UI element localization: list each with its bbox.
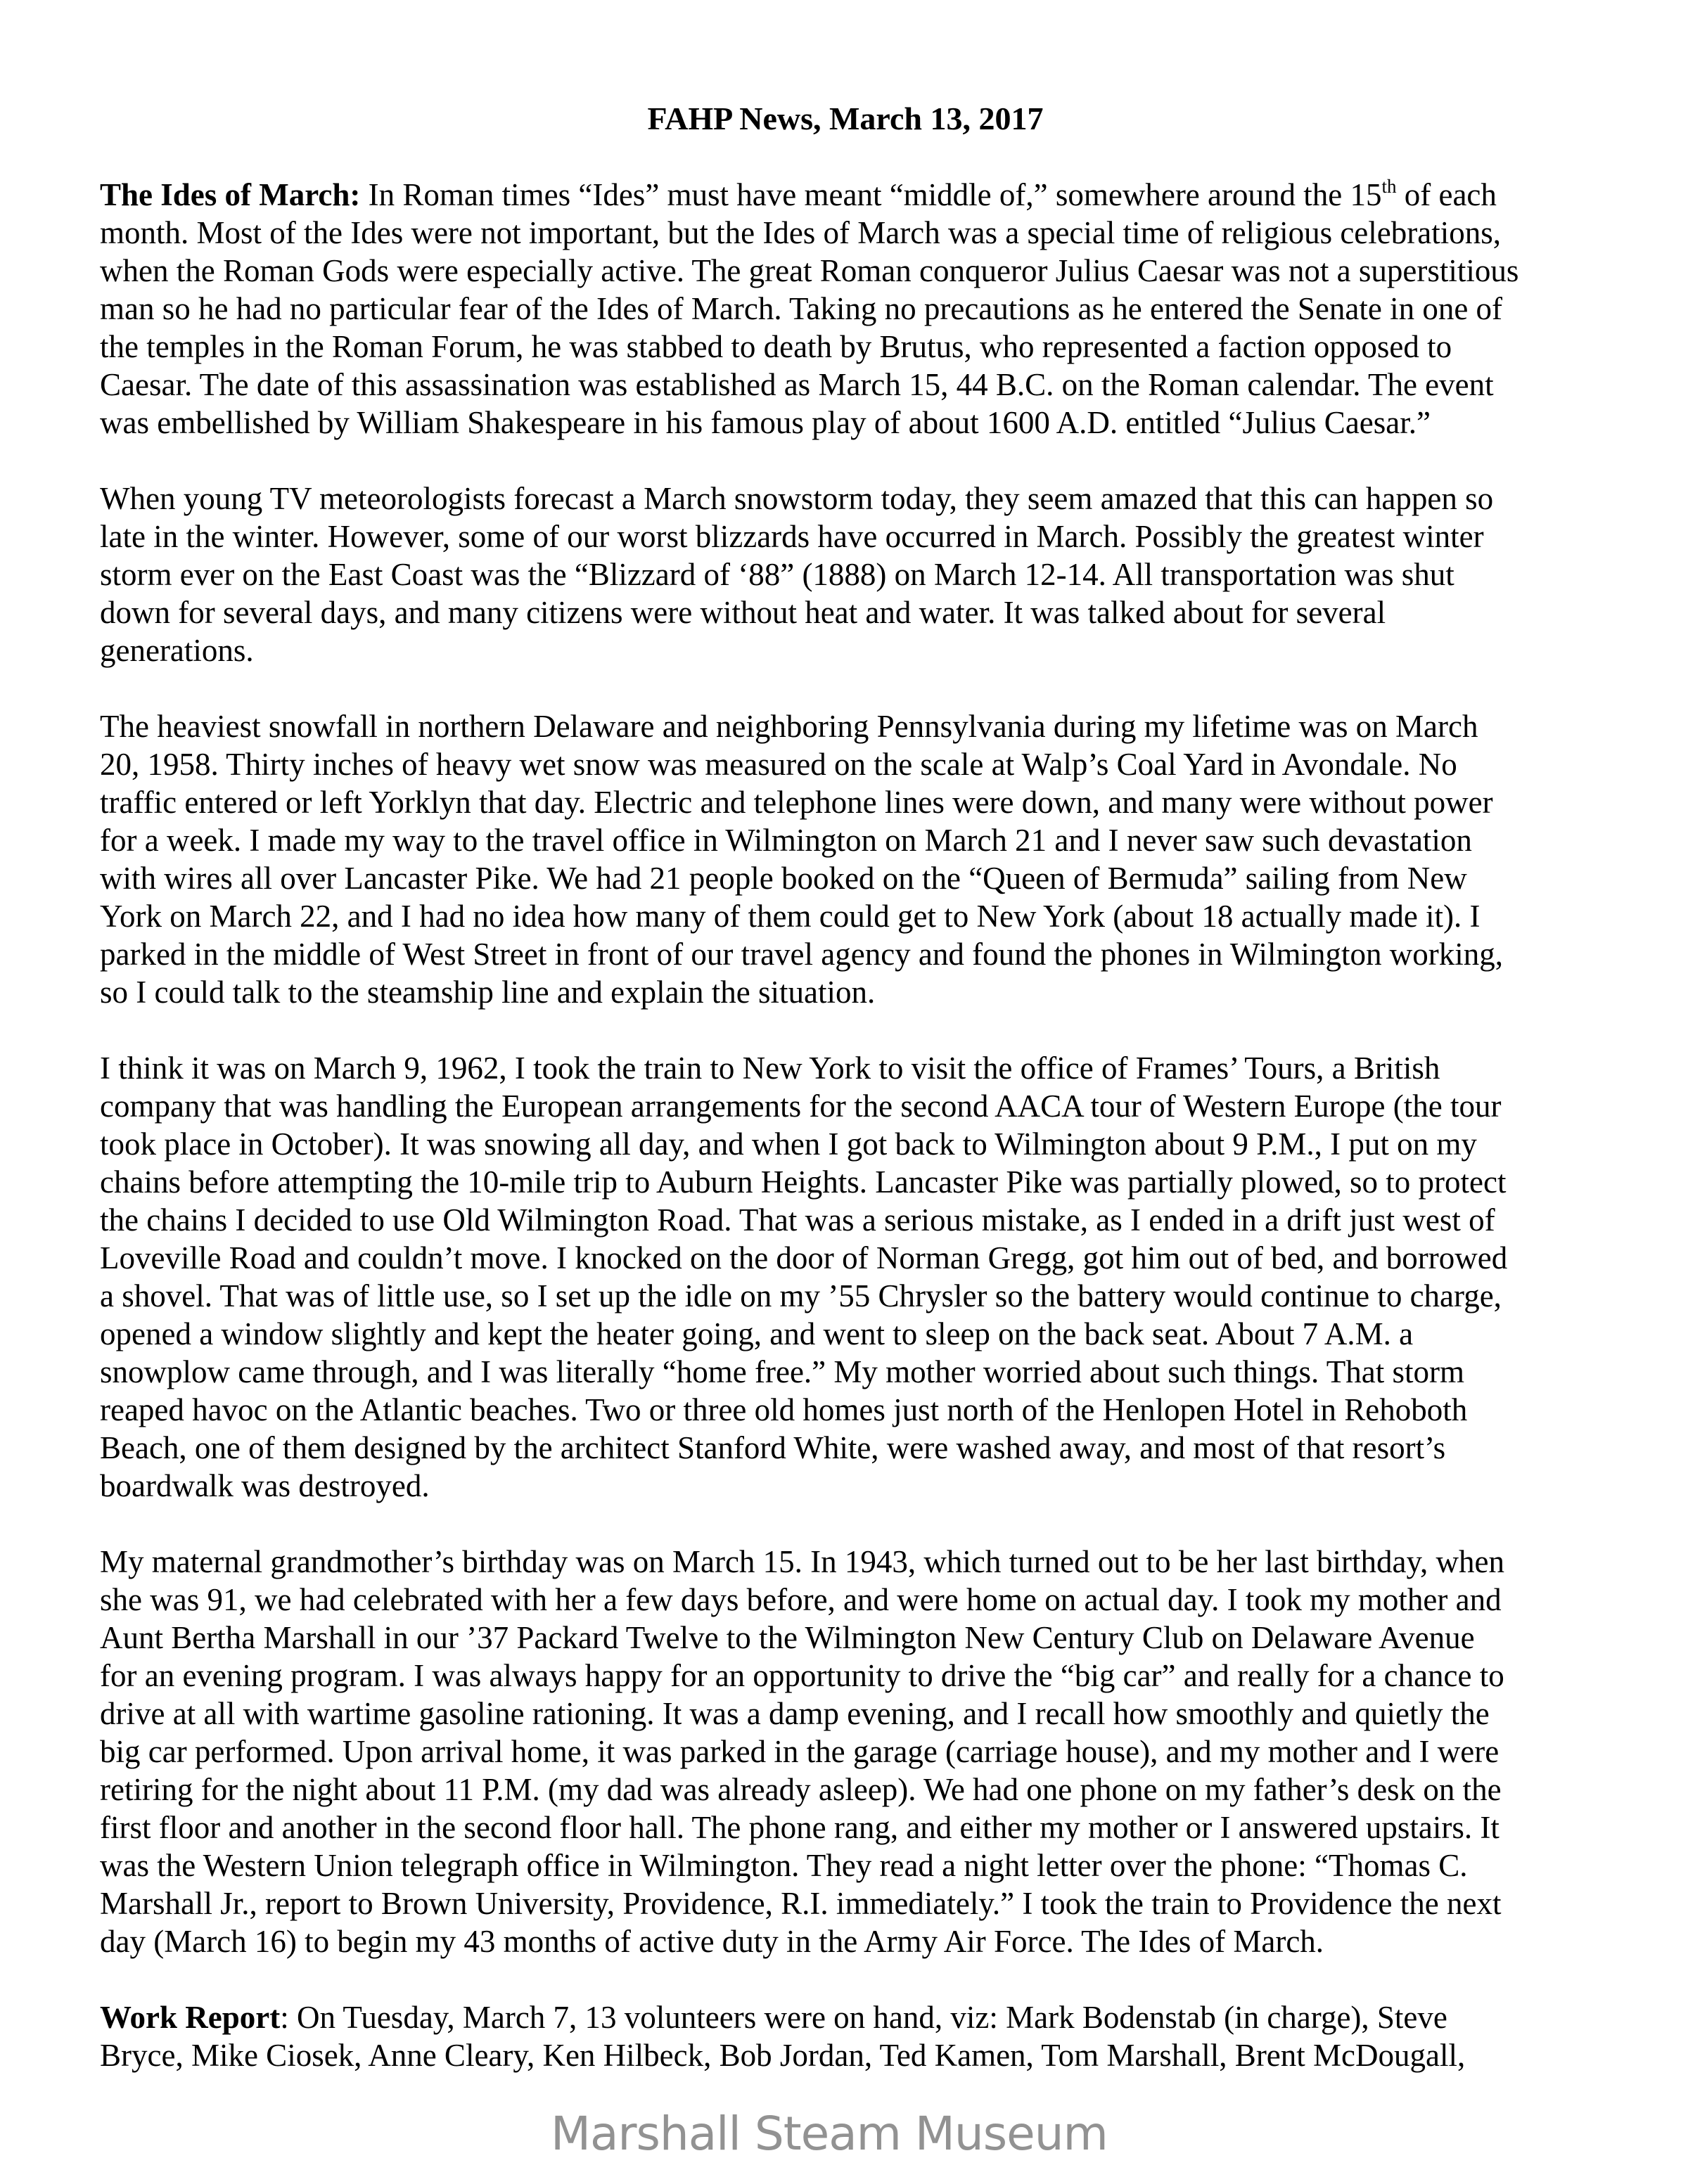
text-line: so I could talk to the steamship line and explain the situation. — [100, 975, 876, 1010]
text-line: Marshall Jr., report to Brown University, Providence, R.I. immediately.” I took the train to Providence the next — [100, 1886, 1502, 1921]
text-line: down for several days, and many citizens were without heat and water. It was talked about for several — [100, 595, 1386, 630]
text-line: was embellished by William Shakespeare in his famous play of about 1600 A.D. entitled “Julius Caesar.” — [100, 405, 1431, 440]
paragraph-storm-1962 — [100, 1049, 1598, 1505]
text-line: the temples in the Roman Forum, he was stabbed to death by Brutus, who represented a faction opposed to — [100, 329, 1452, 364]
text-line: I think it was on March 9, 1962, I took the train to New York to visit the office of Frames’ Tours, a British — [100, 1051, 1440, 1086]
text-line: the chains I decided to use Old Wilmington Road. That was a serious mistake, as I ended in a drift just west of — [100, 1202, 1495, 1238]
blank-line — [100, 1505, 1598, 1543]
blank-line — [100, 138, 1598, 176]
paragraph-grandmother-birthday — [100, 1543, 1598, 1960]
text-line: 20, 1958. Thirty inches of heavy wet snow was measured on the scale at Walp’s Coal Yard in Avondale. No — [100, 747, 1457, 782]
text-line: company that was handling the European arrangements for the second AACA tour of Western Europe (the tour — [100, 1088, 1502, 1124]
text-line: she was 91, we had celebrated with her a few days before, and were home on actual day. I took my mother and — [100, 1582, 1502, 1617]
text-line: opened a window slightly and kept the heater going, and went to sleep on the back seat. About 7 A.M. a — [100, 1316, 1414, 1351]
superscript: th — [1381, 176, 1397, 197]
document-page — [100, 100, 1598, 2074]
text-run: : On Tuesday, March 7, 13 volunteers were on hand, viz: Mark Bodenstab (in charge), Steve — [280, 2000, 1447, 2035]
text-line: When young TV meteorologists forecast a March snowstorm today, they seem amazed that this can happen so — [100, 481, 1494, 516]
document-title: FAHP News, March 13, 2017 — [647, 101, 1044, 136]
paragraph-march-snowstorms — [100, 480, 1598, 669]
text-line: Bryce, Mike Ciosek, Anne Cleary, Ken Hilbeck, Bob Jordan, Ted Kamen, Tom Marshall, Brent McDougall, — [100, 2038, 1466, 2073]
text-line: big car performed. Upon arrival home, it was parked in the garage (carriage house), and my mother and I were — [100, 1734, 1500, 1769]
text-line: man so he had no particular fear of the Ides of March. Taking no precautions as he entered the Senate in one of — [100, 291, 1503, 326]
document-body — [100, 176, 1598, 2074]
blank-line — [100, 669, 1598, 707]
text-line: Aunt Bertha Marshall in our ’37 Packard Twelve to the Wilmington New Century Club on Delaware Avenue — [100, 1620, 1475, 1655]
text-line: for a week. I made my way to the travel office in Wilmington on March 21 and I never saw such devastation — [100, 823, 1472, 858]
text-line: took place in October). It was snowing all day, and when I got back to Wilmington about 9 P.M., I put on my — [100, 1126, 1477, 1162]
blank-line — [100, 442, 1598, 480]
text-line: day (March 16) to begin my 43 months of active duty in the Army Air Force. The Ides of March. — [100, 1924, 1324, 1959]
text-line: Loveville Road and couldn’t move. I knocked on the door of Norman Gregg, got him out of bed, and borrowed — [100, 1240, 1508, 1276]
text-line: York on March 22, and I had no idea how many of them could get to New York (about 18 actually made it). I — [100, 899, 1481, 934]
text-line: parked in the middle of West Street in front of our travel agency and found the phones in Wilmington working, — [100, 937, 1503, 972]
text-line: with wires all over Lancaster Pike. We had 21 people booked on the “Queen of Bermuda” sailing from New — [100, 861, 1467, 896]
paragraph-work-report — [100, 1998, 1598, 2074]
text-line: late in the winter. However, some of our worst blizzards have occurred in March. Possibly the greatest winter — [100, 519, 1484, 554]
watermark: Marshall Steam Museum — [551, 2107, 1108, 2161]
text-line: Beach, one of them designed by the architect Stanford White, were washed away, and most of that resort’s — [100, 1430, 1446, 1465]
text-line: snowplow came through, and I was literally “home free.” My mother worried about such things. That storm — [100, 1354, 1464, 1389]
text-line: was the Western Union telegraph office in Wilmington. They read a night letter over the phone: “Thomas C. — [100, 1848, 1468, 1883]
text-line: generations. — [100, 633, 254, 668]
text-line: boardwalk was destroyed. — [100, 1468, 430, 1503]
text-line: for an evening program. I was always happy for an opportunity to drive the “big car” and really for a chance to — [100, 1658, 1504, 1693]
text-line: when the Roman Gods were especially active. The great Roman conqueror Julius Caesar was not a superstitious — [100, 253, 1519, 288]
text-line: reaped havoc on the Atlantic beaches. Two or three old homes just north of the Henlopen Hotel in Rehoboth — [100, 1392, 1468, 1427]
text-line: a shovel. That was of little use, so I set up the idle on my ’55 Chrysler so the battery would continue to charge, — [100, 1278, 1502, 1313]
paragraph-first-line — [100, 1998, 1598, 2036]
text-line: The heaviest snowfall in northern Delaware and neighboring Pennsylvania during my lifetime was on March — [100, 709, 1478, 744]
paragraph-heading: Work Report — [100, 2000, 281, 2035]
text-line: traffic entered or left Yorklyn that day. Electric and telephone lines were down, and many were without power — [100, 785, 1493, 820]
text-line: My maternal grandmother’s birthday was on March 15. In 1943, which turned out to be her last birthday, when — [100, 1544, 1505, 1579]
text-run: of each — [1396, 177, 1497, 212]
text-line: retiring for the night about 11 P.M. (my dad was already asleep). We had one phone on my father’s desk on the — [100, 1772, 1502, 1807]
blank-line — [100, 1011, 1598, 1049]
text-line: Caesar. The date of this assassination was established as March 15, 44 B.C. on the Roman calendar. The event — [100, 367, 1494, 402]
blank-line — [100, 1960, 1598, 1998]
text-line: drive at all with wartime gasoline rationing. It was a damp evening, and I recall how smoothly and quietly the — [100, 1696, 1490, 1731]
text-run: In Roman times “Ides” must have meant “middle of,” somewhere around the 15 — [360, 177, 1382, 212]
text-line: month. Most of the Ides were not important, but the Ides of March was a special time of religious celebrations, — [100, 215, 1501, 250]
text-line: chains before attempting the 10-mile trip to Auburn Heights. Lancaster Pike was partially plowed, so to protect — [100, 1164, 1507, 1200]
paragraph-first-line — [100, 176, 1598, 214]
paragraph-ides-of-march — [100, 176, 1598, 442]
text-line: storm ever on the East Coast was the “Blizzard of ‘88” (1888) on March 12-14. All transportation was shut — [100, 557, 1454, 592]
paragraph-snowfall-1958 — [100, 707, 1598, 1011]
text-line: first floor and another in the second floor hall. The phone rang, and either my mother or I answered upstairs. It — [100, 1810, 1500, 1845]
paragraph-heading: The Ides of March: — [100, 177, 361, 212]
